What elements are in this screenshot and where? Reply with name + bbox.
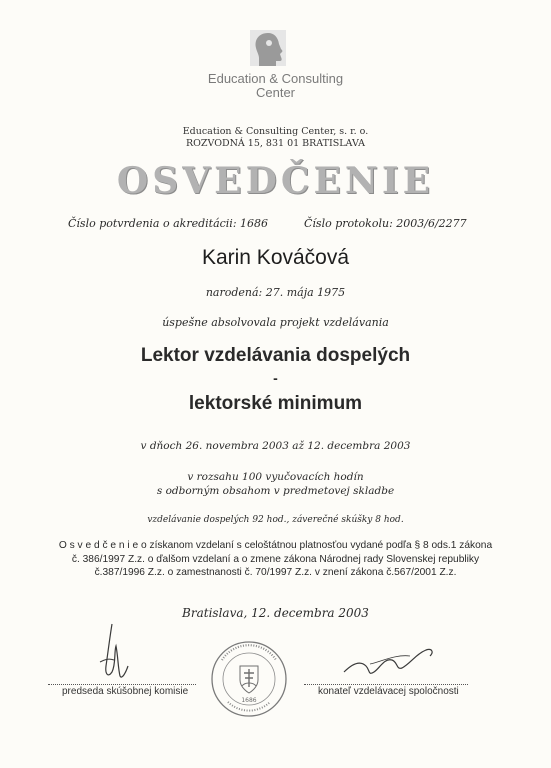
stamp-number: 1686 bbox=[241, 697, 257, 704]
issuer-address: ROZVODNÁ 15, 831 01 BRATISLAVA bbox=[185, 138, 366, 149]
hours-breakdown: vzdelávanie dospelých 92 hod., záverečné skúšky 8 hod. bbox=[147, 515, 404, 525]
head-silhouette-icon bbox=[246, 28, 290, 68]
recipient-birthdate: narodená: 27. mája 1975 bbox=[205, 286, 346, 299]
protocol-number: Číslo protokolu: 2003/6/2277 bbox=[304, 217, 467, 230]
logo-text-line1: Education & Consulting bbox=[207, 71, 344, 86]
issuer-name: Education & Consulting Center, s. r. o. bbox=[182, 126, 369, 137]
right-signature-line bbox=[304, 684, 468, 685]
right-signature-label: konateľ vzdelávacej spoločnosti bbox=[318, 686, 459, 697]
left-signature-line bbox=[48, 684, 196, 685]
course-dates: v dňoch 26. novembra 2003 až 12. decembra 2003 bbox=[140, 440, 411, 452]
left-signature-label: predseda skúšobnej komisie bbox=[62, 686, 189, 697]
recipient-name: Karin Kováčová bbox=[201, 246, 350, 269]
course-hours: v rozsahu 100 vyučovacích hodín bbox=[187, 471, 364, 483]
course-title-dash: - bbox=[273, 370, 278, 386]
document-title: OSVEDČENIE bbox=[116, 160, 435, 202]
slovak-coat-of-arms-icon bbox=[240, 666, 258, 693]
left-signature bbox=[92, 622, 152, 684]
legal-text: O s v e d č e n i e o získanom vzdelaní s celoštátnou platnosťou vydané podľa § 8 ods.1 zákona č. 386/1997 Z.z. o ďalšom vzdelaní a o zmene zákona Národnej rady Slovenskej republiky č.387/1996 Z.z. o zamestnanosti č. 70/1997 Z.z. v znení zákona č.567/2001 Z.z. bbox=[58, 540, 493, 578]
course-content: s odborným obsahom v predmetovej skladbe bbox=[156, 485, 395, 497]
course-title-line1: Lektor vzdelávania dospelých bbox=[140, 345, 411, 366]
accreditation-number: Číslo potvrdenia o akreditácii: 1686 bbox=[68, 217, 269, 230]
course-title-line2: lektorské minimum bbox=[188, 393, 363, 414]
right-signature bbox=[340, 638, 440, 682]
completion-statement: úspešne absolvovala projekt vzdelávania bbox=[162, 316, 389, 329]
logo-text-line2: Center bbox=[255, 85, 296, 100]
official-stamp bbox=[210, 640, 288, 718]
place-date: Bratislava, 12. decembra 2003 bbox=[182, 606, 369, 620]
